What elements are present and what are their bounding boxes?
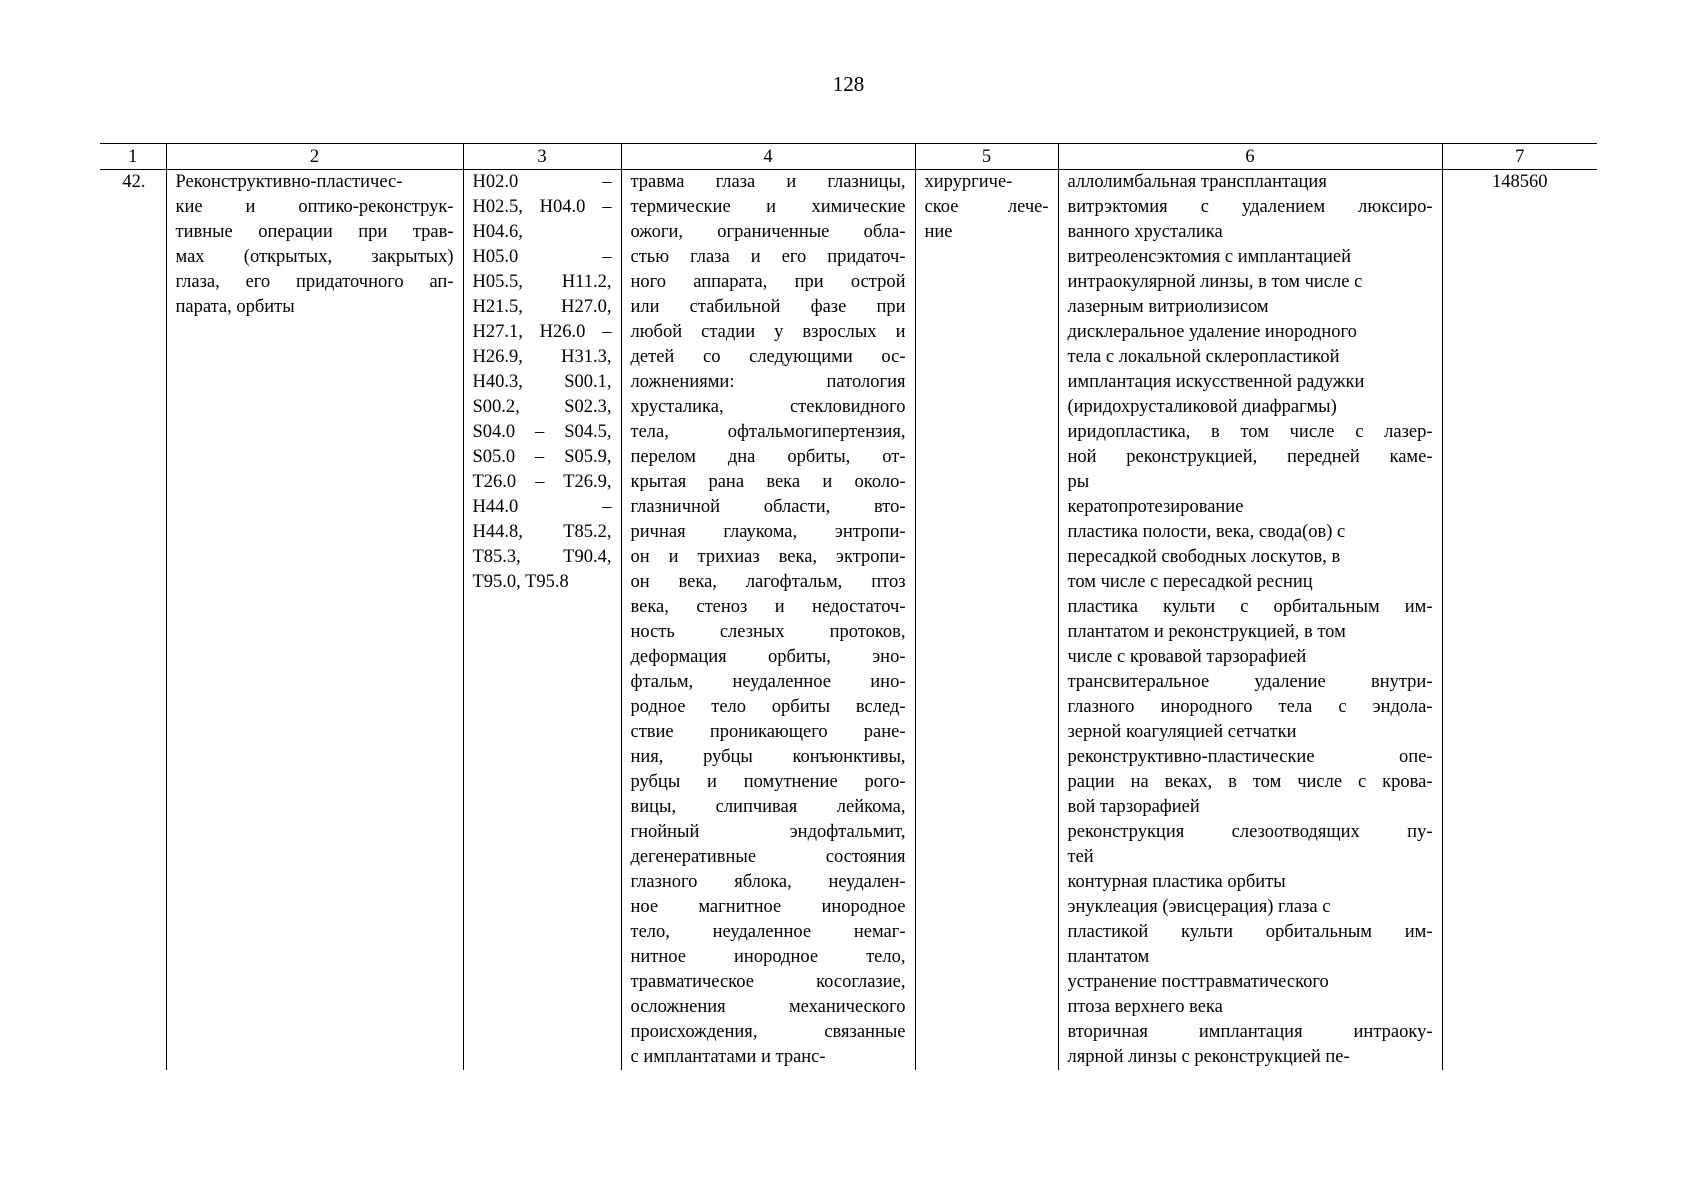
text-line: рации на веках, в том числе с крова- xyxy=(1067,772,1433,792)
text-line: витрэктомия с удалением люксиро- xyxy=(1067,197,1433,217)
text-line: контурная пластика орбиты xyxy=(1067,872,1286,892)
text-line: ры xyxy=(1067,472,1090,492)
text-line: родное тело орбиты вслед- xyxy=(630,697,906,717)
text-line: ричная глаукома, энтропи- xyxy=(630,522,906,542)
text-line: числе с кровавой тарзорафией xyxy=(1067,647,1307,667)
text-line: S05.0 – S05.9, xyxy=(472,447,612,467)
text-line: травматическое косоглазие, xyxy=(630,972,906,992)
page-number: 128 xyxy=(832,72,865,96)
col-header-1: 1 xyxy=(100,144,166,170)
text-line: вицы, слипчивая лейкома, xyxy=(630,797,906,817)
column-number-row xyxy=(100,144,1597,170)
text-line: ское лече- xyxy=(924,197,1049,217)
text-line: H44.0 – xyxy=(472,497,612,517)
text-line: тело, неудаленное немаг- xyxy=(630,922,906,942)
text-line: тей xyxy=(1067,847,1094,867)
text-line: H04.6, xyxy=(472,222,523,242)
text-line: ность слезных протоков, xyxy=(630,622,906,642)
text-line: имплантация искусственной радужки xyxy=(1067,372,1365,392)
text-line: вой тарзорафией xyxy=(1067,797,1200,817)
text-line: иридопластика, в том числе с лазер- xyxy=(1067,422,1433,442)
row-number: 42. xyxy=(100,170,166,1071)
cell-name xyxy=(166,170,463,1071)
text-line: детей со следующими ос- xyxy=(630,347,906,367)
text-line: H05.0 – xyxy=(472,247,612,267)
text-line: ное магнитное инородное xyxy=(630,897,906,917)
text-line: энуклеация (эвисцерация) глаза с xyxy=(1067,897,1331,917)
text-line: ния, рубцы конъюнктивы, xyxy=(630,747,906,767)
text-line: тивные операции при трав- xyxy=(175,222,454,242)
text-line: аллолимбальная трансплантация xyxy=(1067,172,1327,192)
text-line: ванного хрусталика xyxy=(1067,222,1223,242)
text-line: реконструктивно-пластические опе- xyxy=(1067,747,1433,767)
text-line: Реконструктивно-пластичес- xyxy=(175,172,403,192)
text-line: трансвитеральное удаление внутри- xyxy=(1067,672,1433,692)
text-line: или стабильной фазе при xyxy=(630,297,906,317)
text-line: ложнениями: патология xyxy=(630,372,906,392)
text-line: пластика культи с орбитальным им- xyxy=(1067,597,1433,617)
col-header-7: 7 xyxy=(1442,144,1597,170)
text-line: глаза, его придаточного ап- xyxy=(175,272,454,292)
col-header-4: 4 xyxy=(621,144,915,170)
text-line: хрусталика, стекловидного xyxy=(630,397,906,417)
text-line: деформация орбиты, эно- xyxy=(630,647,906,667)
col-header-2: 2 xyxy=(166,144,463,170)
text-line: происхождения, связанные xyxy=(630,1022,906,1042)
text-line: хирургиче- xyxy=(924,172,1013,192)
text-line: лазерным витриолизисом xyxy=(1067,297,1269,317)
text-line: H27.1, H26.0 – xyxy=(472,322,612,342)
text-line: плантатом и реконструкцией, в том xyxy=(1067,622,1346,642)
cell-cost: 148560 xyxy=(1442,170,1597,1071)
text-line: кератопротезирование xyxy=(1067,497,1244,517)
text-line: H26.9, H31.3, xyxy=(472,347,612,367)
text-line: ние xyxy=(924,222,953,242)
text-line: термические и химические xyxy=(630,197,906,217)
table-row xyxy=(100,170,1597,1071)
text-line: пластикой культи орбитальным им- xyxy=(1067,922,1433,942)
text-line: тела, офтальмогипертензия, xyxy=(630,422,906,442)
cell-model xyxy=(621,170,915,1071)
text-line: H21.5, H27.0, xyxy=(472,297,612,317)
col-header-6: 6 xyxy=(1058,144,1442,170)
text-line: пересадкой свободных лоскутов, в xyxy=(1067,547,1341,567)
text-line: тела с локальной склеропластикой xyxy=(1067,347,1340,367)
text-line: нитное инородное тело, xyxy=(630,947,906,967)
text-line: плантатом xyxy=(1067,947,1150,967)
text-line: парата, орбиты xyxy=(175,297,295,317)
text-line: фтальм, неудаленное ино- xyxy=(630,672,906,692)
text-line: витреоленсэктомия с имплантацией xyxy=(1067,247,1351,267)
text-line: дегенеративные состояния xyxy=(630,847,906,867)
text-line: ного аппарата, при острой xyxy=(630,272,906,292)
text-line: (иридохрусталиковой диафрагмы) xyxy=(1067,397,1337,417)
text-line: глазничной области, вто- xyxy=(630,497,906,517)
text-line: перелом дна орбиты, от- xyxy=(630,447,906,467)
text-line: H40.3, S00.1, xyxy=(472,372,612,392)
text-line: глазного яблока, неудален- xyxy=(630,872,906,892)
text-line: H44.8, T85.2, xyxy=(472,522,612,542)
text-line: T85.3, T90.4, xyxy=(472,547,612,567)
text-line: птоза верхнего века xyxy=(1067,997,1223,1017)
text-line: рубцы и помутнение рого- xyxy=(630,772,906,792)
text-line: устранение посттравматического xyxy=(1067,972,1329,992)
text-line: гнойный эндофтальмит, xyxy=(630,822,906,842)
text-line: он века, лагофтальм, птоз xyxy=(630,572,906,592)
cell-codes xyxy=(463,170,621,1071)
services-table xyxy=(100,143,1597,1070)
text-line: глазного инородного тела с эндола- xyxy=(1067,697,1433,717)
text-line: века, стеноз и недостаточ- xyxy=(630,597,906,617)
text-line: любой стадии у взрослых и xyxy=(630,322,906,342)
col-header-3: 3 xyxy=(463,144,621,170)
text-line: пластика полости, века, свода(ов) с xyxy=(1067,522,1346,542)
cell-method xyxy=(1058,170,1442,1071)
text-line: травма глаза и глазницы, xyxy=(630,172,906,192)
text-line: реконструкция слезоотводящих пу- xyxy=(1067,822,1433,842)
text-line: H02.5, H04.0 – xyxy=(472,197,612,217)
text-line: S04.0 – S04.5, xyxy=(472,422,612,442)
text-line: осложнения механического xyxy=(630,997,906,1017)
col-header-5: 5 xyxy=(915,144,1058,170)
text-line: вторичная имплантация интраоку- xyxy=(1067,1022,1433,1042)
text-line: зерной коагуляцией сетчатки xyxy=(1067,722,1297,742)
text-line: T95.0, T95.8 xyxy=(472,572,569,592)
text-line: T26.0 – T26.9, xyxy=(472,472,612,492)
text-line: кие и оптико-реконструк- xyxy=(175,197,454,217)
text-line: крытая рана века и около- xyxy=(630,472,906,492)
text-line: том числе с пересадкой ресниц xyxy=(1067,572,1313,592)
text-line: он и трихиаз века, эктропи- xyxy=(630,547,906,567)
text-line: стью глаза и его придаточ- xyxy=(630,247,906,267)
text-line: ной реконструкцией, передней каме- xyxy=(1067,447,1433,467)
text-line: интраокулярной линзы, в том числе с xyxy=(1067,272,1363,292)
text-line: с имплантатами и транс- xyxy=(630,1047,826,1067)
text-line: дисклеральное удаление инородного xyxy=(1067,322,1357,342)
text-line: H02.0 – xyxy=(472,172,612,192)
text-line: ожоги, ограниченные обла- xyxy=(630,222,906,242)
text-line: S00.2, S02.3, xyxy=(472,397,612,417)
text-line: ствие проникающего ране- xyxy=(630,722,906,742)
text-line: H05.5, H11.2, xyxy=(472,272,612,292)
text-line: лярной линзы с реконструкцией пе- xyxy=(1067,1047,1350,1067)
cell-treatment xyxy=(915,170,1058,1071)
text-line: мах (открытых, закрытых) xyxy=(175,247,454,267)
